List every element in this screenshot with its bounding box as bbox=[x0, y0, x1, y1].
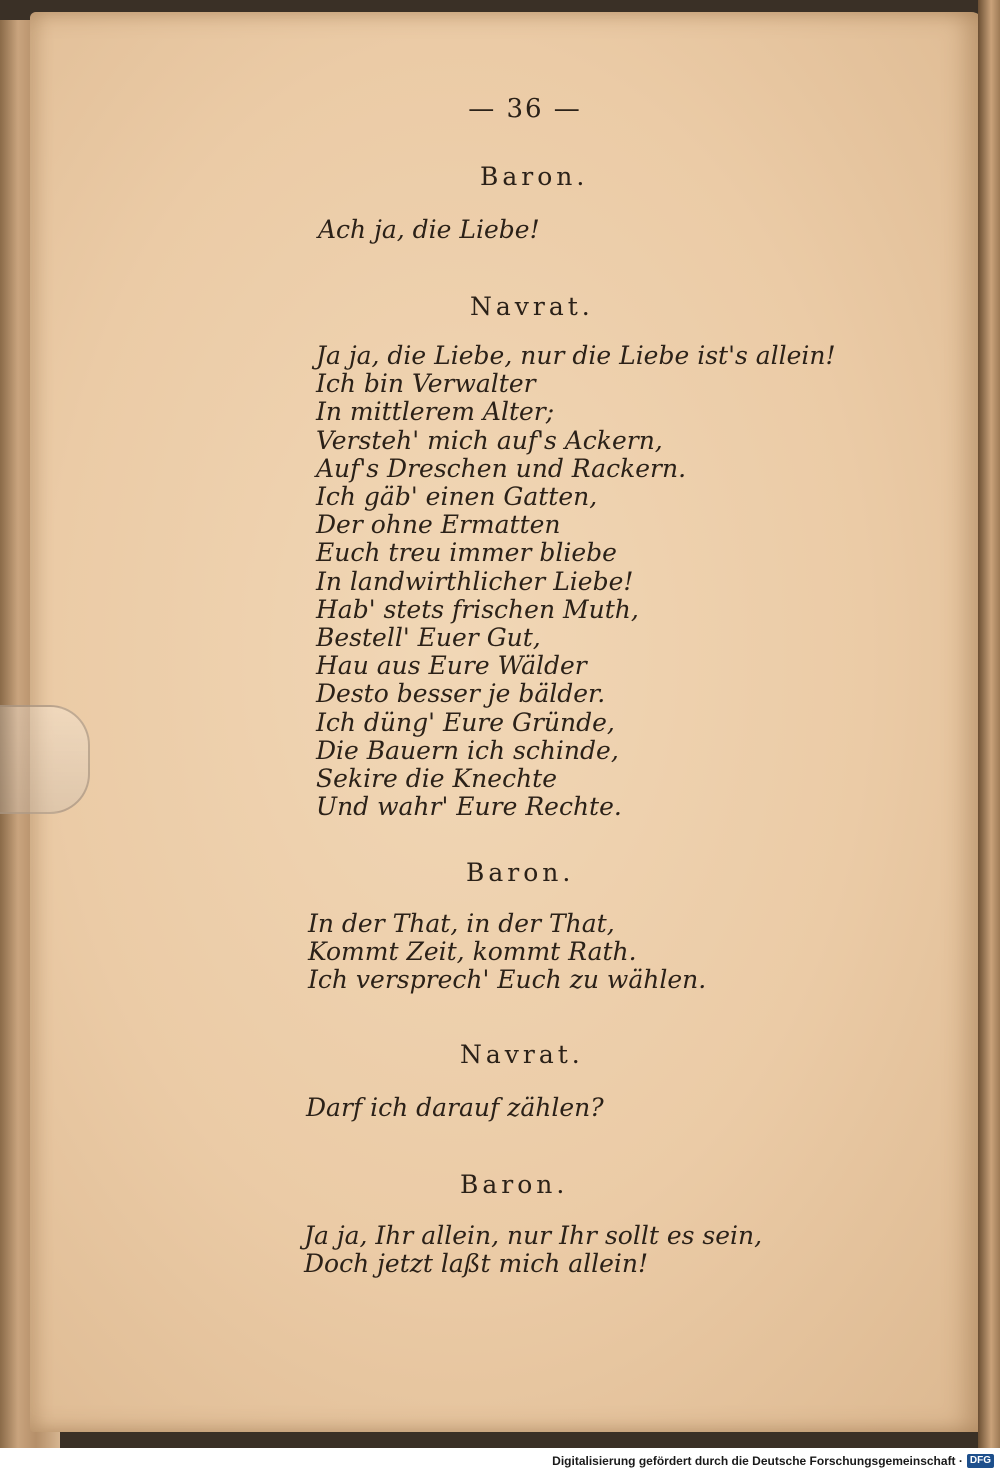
verse-line: Ach ja, die Liebe! bbox=[318, 215, 540, 244]
verse-line: Ja ja, Ihr allein, nur Ihr sollt es sein, bbox=[304, 1221, 763, 1250]
page-clip bbox=[0, 705, 90, 814]
verse-block bbox=[308, 910, 706, 995]
verse-line: In der That, in der That, bbox=[308, 909, 615, 938]
verse-block bbox=[318, 216, 540, 244]
digitization-credit bbox=[552, 1452, 994, 1470]
verse-line: Desto besser je bälder. bbox=[316, 679, 606, 709]
verse-line: Darf ich darauf zählen? bbox=[306, 1093, 604, 1122]
verse-line: Ja ja, die Liebe, nur die Liebe ist's allein! bbox=[316, 341, 836, 370]
verse-line: Hau aus Eure Wälder bbox=[316, 651, 587, 681]
verse-line: Auf's Dreschen und Rackern. bbox=[316, 453, 687, 483]
verse-line: In landwirthlicher Liebe! bbox=[316, 566, 634, 596]
verse-block bbox=[304, 1222, 762, 1278]
speaker-label: Baron. bbox=[480, 162, 589, 191]
verse-line: Sekire die Knechte bbox=[316, 764, 558, 794]
verse-line: Kommt Zeit, kommt Rath. bbox=[308, 937, 637, 967]
page-number: — 36 — bbox=[468, 94, 582, 124]
verse-line: Ich gäb' einen Gatten, bbox=[316, 482, 598, 512]
speaker-label: Navrat. bbox=[460, 1040, 584, 1069]
speaker-label: Navrat. bbox=[470, 292, 594, 321]
verse-block bbox=[316, 342, 836, 821]
credit-text: Digitalisierung gefördert durch die Deutsche Forschungsgemeinschaft · bbox=[552, 1454, 963, 1468]
verse-line: Und wahr' Eure Rechte. bbox=[316, 792, 622, 822]
verse-line: Versteh' mich auf's Ackern, bbox=[316, 425, 663, 455]
verse-line: In mittlerem Alter; bbox=[316, 397, 555, 427]
verse-line: Die Bauern ich schinde, bbox=[316, 735, 619, 765]
verse-line: Der ohne Ermatten bbox=[316, 510, 561, 540]
verse-line: Hab' stets frischen Muth, bbox=[316, 594, 639, 624]
verse-line: Bestell' Euer Gut, bbox=[316, 623, 541, 653]
verse-line: Euch treu immer bliebe bbox=[316, 538, 617, 568]
verse-line: Ich versprech' Euch zu wählen. bbox=[308, 965, 707, 995]
dfg-logo-icon: DFG bbox=[967, 1454, 994, 1468]
speaker-label: Baron. bbox=[460, 1170, 569, 1199]
speaker-label: Baron. bbox=[466, 858, 575, 887]
verse-block bbox=[306, 1094, 604, 1122]
verse-line: Ich bin Verwalter bbox=[316, 369, 536, 399]
verse-line: Doch jetzt laßt mich allein! bbox=[304, 1249, 649, 1279]
binding-strip bbox=[978, 0, 1000, 1448]
verse-line: Ich düng' Eure Gründe, bbox=[316, 707, 615, 737]
